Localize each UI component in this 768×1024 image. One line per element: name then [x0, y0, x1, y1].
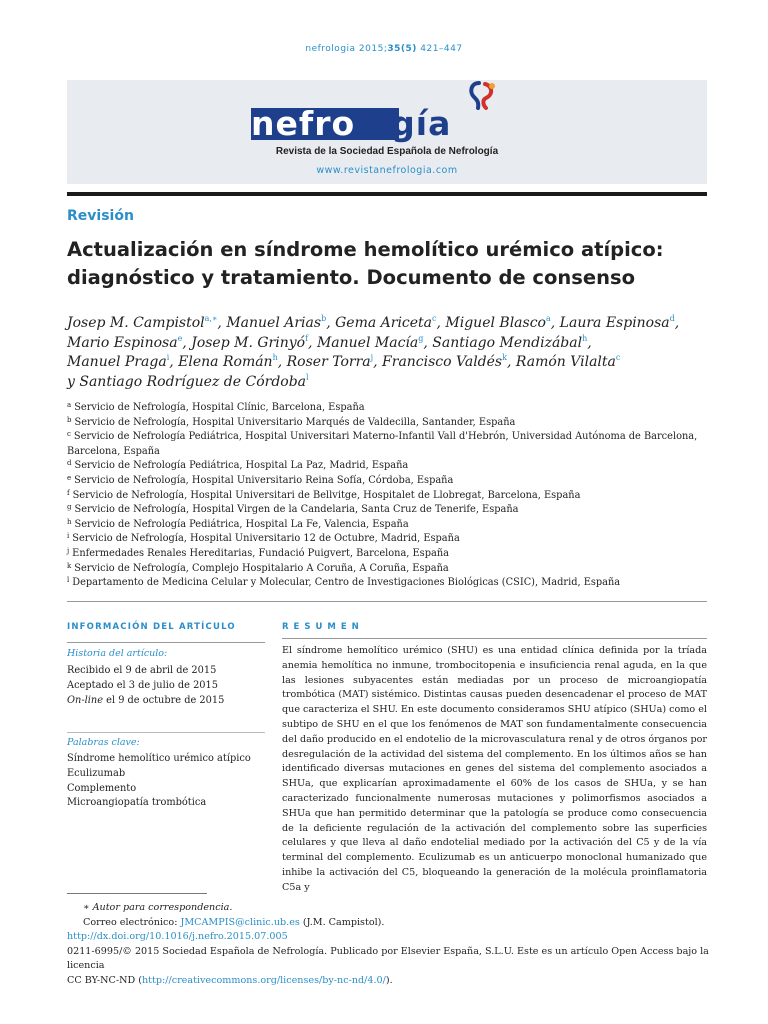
affiliation-item [67, 430, 717, 459]
author-list [67, 314, 727, 392]
affiliation-key: e [67, 473, 72, 482]
author-affiliation-ref[interactable]: a,∗ [204, 314, 218, 323]
journal-year: 2015; [358, 44, 388, 54]
email-suffix: (J.M. Campistol). [299, 916, 385, 928]
affiliation-key: i [67, 532, 70, 541]
journal-volume: 35(5) [387, 44, 417, 54]
author-separator: , [587, 334, 592, 351]
journal-subtitle: Revista de la Sociedad Española de Nefrología [275, 146, 499, 157]
author-separator: , [373, 354, 383, 370]
affiliation-item [67, 518, 717, 533]
author-name: Josep M. Campistol [67, 315, 205, 331]
license-link[interactable]: http://creativecommons.org/licenses/by-nc-nd/4.0/ [142, 974, 386, 986]
affiliation-text: Servicio de Nefrología, Complejo Hospitalario A Coruña, A Coruña, España [74, 562, 449, 574]
author-separator: , [182, 334, 192, 351]
author-separator: , [308, 334, 317, 351]
author-affiliation-ref[interactable]: e [177, 333, 183, 343]
affiliation-item [67, 401, 717, 416]
affiliation-text: Servicio de Nefrología, Hospital Universitario Marqués de Valdecilla, Santander, España [74, 416, 516, 428]
author-affiliation-ref[interactable]: h [582, 333, 588, 343]
email-link[interactable]: JMCAMPIS@clinic.ub.es [180, 916, 300, 928]
affiliation-key: h [67, 517, 72, 526]
affiliation-text: Servicio de Nefrología Pediátrica, Hospital La Fe, Valencia, España [74, 518, 409, 530]
online-value: el 9 de octubre de 2015 [103, 695, 225, 706]
footnote [67, 901, 717, 988]
keyword-item: Complemento [67, 782, 137, 794]
author-name: Roser Torra [286, 354, 371, 370]
abstract-divider [282, 638, 707, 639]
journal-url[interactable]: www.revistanefrologia.com [316, 165, 458, 176]
affiliation-item [67, 547, 717, 562]
footnote-divider [67, 893, 207, 894]
kidney-logo-icon [465, 80, 501, 114]
correspondence-note [67, 901, 717, 916]
affiliation-item [67, 489, 717, 504]
keyword-item: Eculizumab [67, 767, 126, 779]
author-name: Francisco Valdés [382, 354, 503, 370]
correspondence-label: Autor para correspondencia. [92, 902, 233, 913]
affiliation-text: Servicio de Nefrología, Hospital Clínic, Barcelona, España [74, 402, 365, 413]
author-name: Elena Román [178, 354, 273, 370]
affiliation-text: Departamento de Medicina Celular y Molecular, Centro de Investigaciones Biológicas (CSIC), Madrid, España [72, 577, 621, 589]
author-name: y Santiago Rodríguez de Córdoba [67, 373, 307, 390]
author-separator: , [423, 334, 433, 351]
header-divider [67, 192, 707, 196]
author-name: Gema Ariceta [335, 315, 433, 331]
author-name: Miguel Blasco [445, 315, 546, 331]
author-affiliation-ref[interactable]: c [615, 353, 621, 362]
article-history [67, 663, 224, 708]
logo-text-blue: logía [355, 104, 452, 143]
author-separator: , [217, 315, 227, 331]
author-name: Laura Espinosa [559, 315, 670, 331]
affiliation-item [67, 474, 717, 489]
author-separator: , [674, 315, 680, 331]
history-label: Historia del artículo: [67, 648, 168, 659]
online-date [67, 693, 224, 708]
author-affiliation-ref[interactable]: f [305, 333, 309, 343]
author-affiliation-ref[interactable]: a [545, 314, 551, 323]
affiliation-text: Enfermedades Renales Hereditarias, Fundació Puigvert, Barcelona, España [72, 547, 449, 559]
author-separator: , [506, 354, 516, 370]
affiliation-item [67, 503, 717, 518]
affiliation-text: Servicio de Nefrología Pediátrica, Hospital La Paz, Madrid, España [74, 460, 409, 472]
affiliation-text: Servicio de Nefrología, Hospital Universitari de Bellvitge, Hospitalet de Llobregat, Barcelona, España [72, 489, 581, 501]
keywords-label: Palabras clave: [67, 737, 140, 748]
author-separator: , [436, 315, 446, 331]
author-separator: , [550, 315, 560, 331]
license-prefix: CC BY-NC-ND ( [67, 974, 142, 986]
journal-citation [0, 44, 768, 54]
author-name: Manuel Praga [67, 354, 167, 370]
received-date: Recibido el 9 de abril de 2015 [67, 665, 217, 676]
affiliation-key: f [67, 488, 70, 497]
author-affiliation-ref[interactable]: b [321, 314, 327, 323]
affiliation-text: Servicio de Nefrología, Hospital Universitario Reina Sofía, Córdoba, España [74, 474, 454, 486]
author-separator: , [277, 354, 287, 370]
journal-name: nefrologia [305, 44, 356, 54]
keyword-item: Microangiopatía trombótica [67, 797, 207, 809]
keywords-divider [67, 732, 265, 733]
author-affiliation-ref[interactable]: c [432, 314, 437, 323]
affiliation-list [67, 401, 717, 591]
author-affiliation-ref[interactable]: k [502, 353, 507, 362]
section-divider [67, 601, 707, 602]
author-name: Ramón Vilalta [515, 354, 616, 370]
author-affiliation-ref[interactable]: l [306, 372, 309, 382]
affiliation-item [67, 576, 717, 591]
journal-banner [67, 80, 707, 184]
article-title: Actualización en síndrome hemolítico urémico atípico: diagnóstico y tratamiento. Documento de consenso [67, 238, 664, 289]
author-name: Mario Espinosa [67, 334, 178, 351]
author-affiliation-ref[interactable]: d [669, 314, 675, 323]
keyword-item: Síndrome hemolítico urémico atípico [67, 753, 251, 764]
license-line: 0211-6995/© 2015 Sociedad Española de Nefrología. Publicado por Elsevier España, S.L.U. Este es un artículo Open Access bajo la licencia [67, 945, 709, 971]
journal-pages: 421–447 [420, 44, 463, 54]
author-name: Manuel Arias [226, 315, 322, 331]
author-separator: , [169, 354, 179, 370]
affiliation-key: d [67, 459, 72, 468]
abstract-heading: RESUMEN [282, 622, 364, 632]
journal-logo [251, 104, 451, 144]
affiliation-text: Servicio de Nefrología, Hospital Virgen de la Candelaria, Santa Cruz de Tenerife, España [74, 504, 519, 516]
footnote-star: ∗ [83, 902, 90, 913]
email-label: Correo electrónico: [83, 916, 181, 928]
doi-link[interactable]: http://dx.doi.org/10.1016/j.nefro.2015.07.005 [67, 931, 288, 942]
abstract-text: El síndrome hemolítico urémico (SHU) es una entidad clínica definida por la tríada anemia hemolítica no inmune, trombocitopenia e insuficiencia renal aguda, en la que las lesiones subyacentes están mediadas por un proceso de microangiopatía trombótica (MAT) sistémico. Distintas causas pueden desencadenar el proceso de MAT que caracteriza el SHU. En este documento consideramos SHU atípico (SHUa) como el subtipo de SHU en el que los fenómenos de MAT son fundamentalmente consecuencia del daño producido en el endotelio de la microvasculatura renal y de otros órganos por desregulación de la actividad del sistema del complemento. En los últimos años se han identificado diversas mutaciones en genes del sistema del complemento asociados a SHUa, que explicarían aproximadamente el 60% de los casos de SHUa, y se han caracterizado funcionalmente numerosas mutaciones y polimorfismos asociados a SHUa que han permitido determinar que la patología se produce como consecuencia de la deficiente regulación de la activación del complemento sobre las superficies celulares y que lleva al daño endotelial mediado por la activación del C5 y de la vía terminal del complemento. Eculizumab es un anticuerpo monoclonal humanizado que inhibe la activación del C5, bloqueando la generación de la molécula proinflamatoria C5a y [282, 645, 707, 893]
affiliation-item [67, 459, 717, 474]
author-affiliation-ref[interactable]: j [370, 353, 374, 362]
info-divider [67, 642, 265, 643]
affiliation-item [67, 532, 717, 547]
author-name: Santiago Mendizábal [432, 334, 583, 351]
keyword-list [67, 752, 257, 811]
author-affiliation-ref[interactable]: i [166, 353, 170, 362]
affiliation-key: a [67, 401, 72, 409]
affiliation-key: g [67, 503, 72, 512]
affiliation-key: l [67, 576, 70, 585]
affiliation-key: k [67, 561, 72, 570]
affiliation-item [67, 562, 717, 577]
license-line-2 [67, 974, 717, 989]
abstract-body [282, 644, 707, 896]
author-affiliation-ref[interactable]: g [418, 333, 424, 343]
article-info-heading: INFORMACIÓN DEL ARTÍCULO [67, 622, 236, 632]
online-label: On-line [67, 695, 104, 706]
author-affiliation-ref[interactable]: h [272, 353, 278, 362]
affiliation-text: Servicio de Nefrología, Hospital Universitario 12 de Octubre, Madrid, España [72, 533, 460, 545]
logo-text-white: nefro [251, 104, 356, 143]
section-label: Revisión [67, 208, 134, 224]
author-name: Manuel Macía [316, 334, 419, 351]
affiliation-key: j [67, 546, 70, 555]
license-suffix: ). [385, 974, 393, 986]
affiliation-item [67, 416, 717, 431]
email-line [67, 916, 717, 931]
affiliation-text: Servicio de Nefrología Pediátrica, Hospital Universitari Materno-Infantil Vall d'Hebrón, Universidad Autónoma de Barcelona, Barcelona, España [67, 431, 698, 457]
affiliation-key: c [67, 430, 71, 439]
author-name: Josep M. Grinyó [191, 334, 306, 351]
affiliation-key: b [67, 415, 72, 424]
accepted-date: Aceptado el 3 de julio de 2015 [67, 680, 219, 691]
author-separator: , [326, 315, 336, 331]
